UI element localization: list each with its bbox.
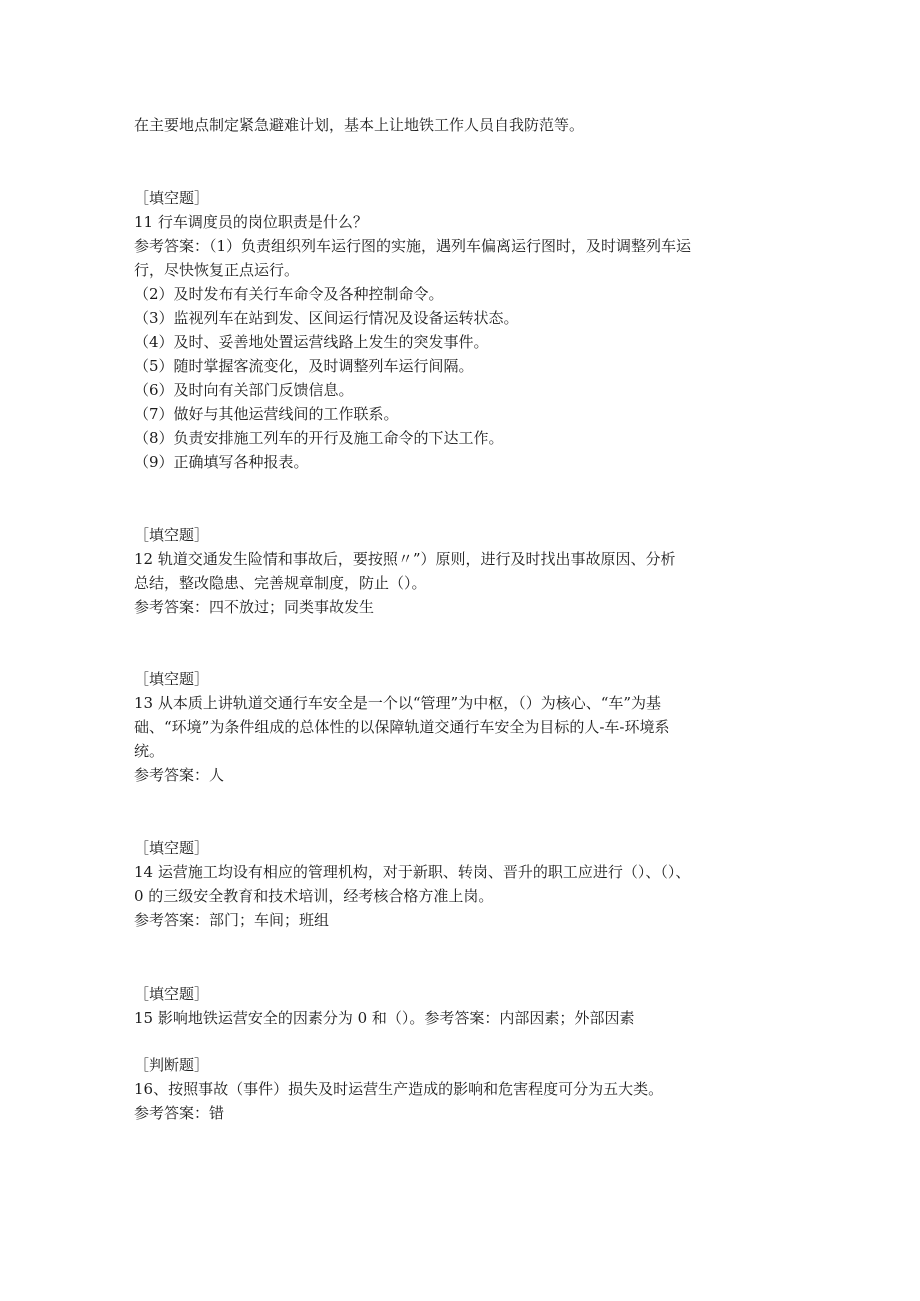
- question-type-14: ［填空题］: [134, 839, 210, 857]
- answer-11-item: （2）及时发布有关行车命令及各种控制命令。: [134, 285, 444, 303]
- question-14-line-2: 0 的三级安全教育和技术培训，经考核合格方准上岗。: [134, 887, 494, 905]
- question-13-line-2: 础、“环境”为条件组成的总体性的以保障轨道交通行车安全为目标的人-车-环境系: [134, 718, 670, 736]
- question-type-15: ［填空题］: [134, 985, 210, 1003]
- answer-11-item: （8）负责安排施工列车的开行及施工命令的下达工作。: [134, 429, 504, 447]
- answer-13: 参考答案：人: [134, 766, 225, 784]
- question-16-line-1: 16、按照事故（事件）损失及时运营生产造成的影响和危害程度可分为五大类。: [134, 1080, 664, 1098]
- answer-11-line-1: 参考答案：（1）负责组织列车运行图的实施，遇列车偏离运行图时，及时调整列车运: [134, 237, 692, 255]
- answer-11-item: （3）监视列车在站到发、区间运行情况及设备运转状态。: [134, 309, 519, 327]
- answer-11-item: （4）及时、妥善地处置运营线路上发生的突发事件。: [134, 333, 489, 351]
- question-type-12: ［填空题］: [134, 526, 210, 544]
- question-type-13: ［填空题］: [134, 670, 210, 688]
- question-15-line-1: 15 影响地铁运营安全的因素分为 0 和（）。参考答案：内部因素；外部因素: [134, 1009, 635, 1027]
- question-12-line-2: 总结，整改隐患、完善规章制度，防止（）。: [134, 574, 427, 592]
- answer-14: 参考答案：部门；车间；班组: [134, 911, 330, 929]
- question-12-line-1: 12 轨道交通发生险情和事故后，要按照〃”）原则，进行及时找出事故原因、分析: [134, 550, 676, 568]
- answer-11-item: （9）正确填写各种报表。: [134, 453, 309, 471]
- question-type-16: ［判断题］: [134, 1056, 210, 1074]
- question-13-line-3: 统。: [134, 742, 165, 760]
- answer-11-item: （7）做好与其他运营线间的工作联系。: [134, 405, 399, 423]
- answer-12: 参考答案：四不放过；同类事故发生: [134, 598, 375, 616]
- intro-text: 在主要地点制定紧急避难计划，基本上让地铁工作人员自我防范等。: [134, 116, 585, 134]
- answer-16: 参考答案：错: [134, 1104, 225, 1122]
- question-11: 11 行车调度员的岗位职责是什么？: [134, 213, 368, 231]
- answer-11-item: （5）随时掌握客流变化，及时调整列车运行间隔。: [134, 357, 474, 375]
- answer-11-line-2: 行，尽快恢复正点运行。: [134, 261, 300, 279]
- question-13-line-1: 13 从本质上讲轨道交通行车安全是一个以“管理”为中枢，（）为核心、“车”为基: [134, 694, 662, 712]
- question-type-11: ［填空题］: [134, 189, 210, 207]
- answer-11-item: （6）及时向有关部门反馈信息。: [134, 381, 354, 399]
- question-14-line-1: 14 运营施工均设有相应的管理机构，对于新职、转岗、晋升的职工应进行（）、（）、: [134, 863, 691, 881]
